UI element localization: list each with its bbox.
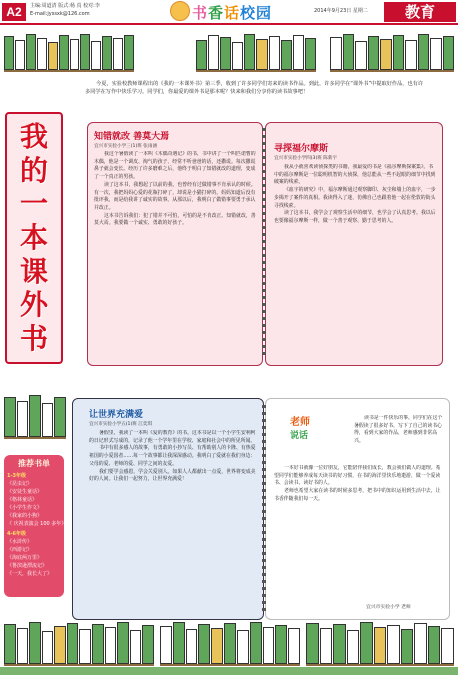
list-item: 《格林童话》 xyxy=(7,497,38,503)
section-title-vertical xyxy=(5,112,63,364)
badge-line: 说话 xyxy=(290,431,309,441)
masthead-title xyxy=(192,2,272,23)
bottom-bar xyxy=(0,667,458,675)
article-byline: 宜兴市实验小学三(1)班 张雨涵 xyxy=(94,144,158,149)
bookshelf-bottom-left xyxy=(4,622,154,666)
article-paragraph: 读了这本书，我学会了观察生活中的细节，也学会了认真思考。我以后也要像福尔摩斯一样，做一个善于观察、勤于思考的人。 xyxy=(274,210,436,224)
article-title: 让世界充满爱 xyxy=(89,410,144,420)
title-char: 的 xyxy=(19,153,48,187)
mascot-icon xyxy=(170,1,190,21)
recommend-title: 推荐书单 xyxy=(18,459,50,468)
article-body xyxy=(274,465,444,595)
bookshelf-left-mid xyxy=(4,395,66,439)
article-paragraph: 这本书告诉我们：犯了错并不可怕，可怕的是不肯改正。知错就改，善莫大焉。我要做一个诚实、勇敢的好孩子。 xyxy=(94,212,256,227)
article-panel-3 xyxy=(72,398,264,620)
masthead-char: 话 xyxy=(224,4,241,22)
masthead-char: 校园 xyxy=(240,4,273,22)
article-paragraph: 我们要学会感恩，学会关爱别人。如果人人都献出一点爱，世界将变成美好的人间。让我们一起努力，让世界充满爱！ xyxy=(89,468,256,483)
list-item: 《安徒生童话》 xyxy=(7,489,43,495)
bookshelf-bottom-right xyxy=(306,622,454,666)
article-body xyxy=(274,164,438,360)
article-byline: 宜兴市实验小学五(1)班 江奕琪 xyxy=(89,422,153,427)
title-char: 书 xyxy=(19,322,48,356)
page-header xyxy=(0,0,458,24)
article-paragraph: 我从小就喜欢读侦探类的书籍，我最爱的书是《福尔摩斯探案集》。书中的福尔摩斯是一位聪明机智的大侦探，他总能从一些不起眼的细节中找到破案的线索。 xyxy=(274,164,436,186)
article-paragraph: 《血字的研究》中，福尔摩斯通过观察脚印、灰尘和墙上的血字，一步步揭开了案件的真相。我读得入了迷，仿佛自己也跟着他一起在伦敦的街头寻找线索。 xyxy=(274,187,436,209)
title-char: 课 xyxy=(19,254,48,288)
bookshelf-bottom-mid xyxy=(160,622,300,666)
article-paragraph: 读了这本书，我想起了以前的我，也曾经有过做错事不肯承认的时候。有一次，我把妈妈心爱的花瓶打碎了，却说是小猫打碎的。妈妈知道后没有批评我，而是给我讲了诚实的故事。从那以后，我明白了做错事要勇于承认并改正。 xyxy=(94,181,256,211)
bookshelf-top-right xyxy=(330,34,454,72)
title-char: 我 xyxy=(19,119,48,153)
list-item: 《小学生作文》 xyxy=(7,505,43,511)
list-item: 《昆虫记》 xyxy=(7,481,33,487)
recommend-grade: 1-3年级 xyxy=(7,473,27,479)
article-panel-2 xyxy=(265,122,443,366)
article-paragraph: 一本好书就像一位好朋友，它能陪伴我们成长，教会我们做人的道理。希望同学们能够养成每天读书的好习惯，在书的海洋里快乐地遨游，做一个爱读书、会读书、读好书的人。 xyxy=(274,465,441,487)
article-body xyxy=(89,430,259,616)
article-byline: 宜兴市实验小学四(3)班 陈新宇 xyxy=(274,156,338,161)
book-spine-divider xyxy=(262,405,266,615)
article-title: 寻探福尔摩斯 xyxy=(274,144,329,154)
masthead-char: 香 xyxy=(208,4,225,22)
article-paragraph: 我这个暑假读了一本叫《木偶奇遇记》的书，书中讲了一个叫匹诺曹的木偶，他是一个调皮、淘气的孩子，经常不听爸爸的话，还撒谎。每次撒谎鼻子就会变长。经历了许多磨难之后，他终于明白了知错就改的道理，变成了一个真正的男孩。 xyxy=(94,151,256,181)
recommend-grade: 4-6年级 xyxy=(7,531,27,537)
article-author: 宜兴市实验小学 老师 xyxy=(366,605,411,610)
list-item: 《西游记》 xyxy=(7,547,33,553)
book-spine-divider xyxy=(262,128,266,358)
list-item: 《 庆祝表演会 100 多年》 xyxy=(7,521,67,527)
article-paragraph: 读书是一件快乐的事。同学们在这个暑假读了很多好书，写下了自己的读书心得，看到大家的作品，老师感到非常高兴。 xyxy=(354,415,443,445)
list-item: 《鲁滨逊漂流记》 xyxy=(7,563,48,569)
article-paragraph: 暑假里，我读了一本叫《爱的教育》的书。这本书是以一个小学生安利柯的日记形式写成的，记录了他一个学年里在学校、家庭和社会中的所见所闻。 xyxy=(89,430,256,444)
dateline: 2014年9月23日 星期二 xyxy=(314,8,368,14)
article-paragraph: 书中有很多感人的故事，有勇敢的小抄写员、有帮助别人的卡隆、有热爱祖国的小爱国者……每一个故事都让我深深感动。我明白了爱就在我们身边：父母的爱、老师的爱、同学之间的友爱。 xyxy=(89,445,256,467)
email-line: E-mail:jyssxk@126.com xyxy=(30,11,90,17)
article-paragraph: 老师也希望大家在读书的时候多思考，把书中的知识运用到生活中去，让书香伴随我们每一天。 xyxy=(274,488,441,502)
list-item: 《水浒传》 xyxy=(7,539,33,545)
bookshelf-top-left xyxy=(4,34,134,72)
list-item: 《海底两万里》 xyxy=(7,555,43,561)
credits-line: 主编:周道清 版式:杨 真 校对:李 xyxy=(30,3,100,9)
title-char: 一 xyxy=(19,187,48,221)
article-body xyxy=(354,415,444,463)
header-rule xyxy=(0,23,458,25)
edition-label: 教育 xyxy=(384,2,456,22)
bookshelf-top-mid xyxy=(196,34,316,72)
badge-line: 老师 xyxy=(290,417,310,428)
intro-paragraph: 今夏，实验校教师课程出的《我的一本课外书》第三季，收到了许多同学们寄来的读书作品。到此，许多同学在“课外书”中提取好作品，也有许多同学在写作中快乐学习。同学们，你最爱的课外书是那本呢？快来和我们分享你的读书故事吧！ xyxy=(85,81,424,96)
title-char: 外 xyxy=(19,288,48,322)
list-item: 《我家的小狗》 xyxy=(7,513,43,519)
masthead-char: 书 xyxy=(192,4,209,22)
page-number: A2 xyxy=(2,3,26,21)
teacher-badge xyxy=(290,413,350,449)
title-char: 本 xyxy=(19,220,48,254)
list-item: 《一天，我长大了》 xyxy=(7,571,53,577)
recommend-list xyxy=(4,455,67,597)
article-body xyxy=(94,151,258,361)
article-title: 知错就改 善莫大焉 xyxy=(94,132,170,142)
article-panel-1 xyxy=(87,122,263,366)
